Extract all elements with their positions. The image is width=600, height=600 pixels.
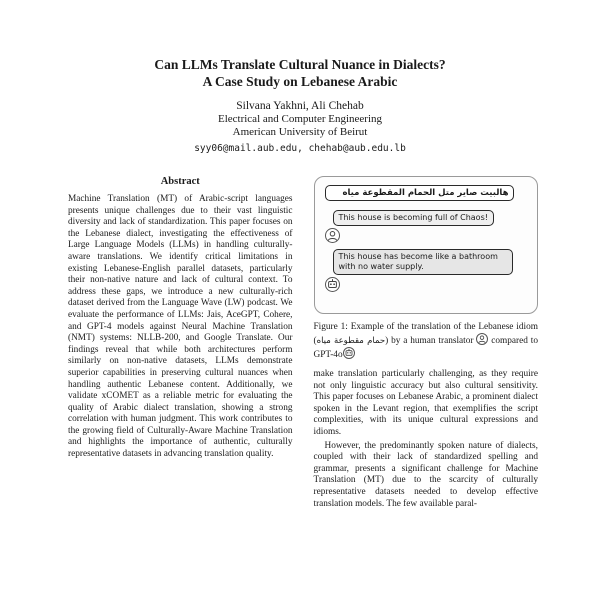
caption-text-3: compared to GPT-4o — [313, 336, 538, 360]
figure-caption — [314, 321, 539, 361]
page-title — [62, 56, 538, 90]
authors: Silvana Yakhni, Ali Chehab — [236, 100, 364, 112]
figure-1 — [314, 176, 539, 361]
caption-text-1: Figure 1: Example of the translation of the Lebanese idiom ( — [313, 322, 538, 346]
human-translator-icon — [325, 228, 340, 243]
gpt4o-robot-icon-small — [343, 347, 355, 359]
abstract-text: Machine Translation (MT) of Arabic-script languages presents unique challenges due to their vast linguistic diversity and lack of standardization. This paper focuses on the Lebanese dialect, investigating the effectiveness of Large Language Models (LLMs) in handling culturally-aware translations. We identify critical limitations in existing Lebanese-English parallel datasets, particularly their non-native nature and lack of cultural context. To address these gaps, we introduce a new culturally-rich dataset derived from the Language Wave (LW) podcast. We evaluate the performance of LLMs: Jais, AceGPT, Cohere, and GPT-4 models against Neural Machine Translation (NMT) systems: NLLB-200, and Google Translate. Our findings reveal that while both architectures perform similarly on non-native datasets, LLMs demonstrate superior capabilities in preserving cultural nuances when handling authentic Lebanese content. Additionally, we validate xCOMET as a reliable metric for evaluating the quality of Arabic dialect translation, showing a strong correlation with human judgment. This work contributes to the growing field of Culturally-Aware Machine Translation and highlights the importance of authentic, culturally representative datasets in advancing translation quality. — [68, 194, 293, 460]
right-column — [314, 176, 539, 546]
title-line-2: A Case Study on Lebanese Arabic — [202, 74, 398, 89]
arabic-source-bubble: هالبيت صاير متل الحمام المقطوعة مياه — [325, 185, 515, 201]
translation-chat-figure — [314, 176, 539, 314]
human-translation-message — [333, 207, 530, 243]
gpt4o-robot-icon — [325, 277, 340, 292]
human-translation-bubble: This house is becoming full of Chaos! — [333, 210, 494, 226]
gpt-translation-message — [333, 249, 530, 292]
left-column — [62, 176, 299, 546]
affiliation-university: American University of Beirut — [232, 126, 368, 138]
paper-header — [62, 56, 538, 155]
two-column-body — [62, 176, 538, 546]
intro-paragraph-1: make translation particularly challenging, as they require not only linguistic accuracy but also cultural sensitivity. This paper focuses on Lebanese Arabic, a prominent dialect spoken in the Levant region, that exemplifies the script complexities, with its unique cultural expressions and idioms. — [313, 369, 538, 437]
gpt-translation-bubble: This house has become like a bathroom with no water supply. — [333, 249, 514, 275]
abstract-heading: Abstract — [160, 176, 200, 187]
affiliation-department: Electrical and Computer Engineering — [217, 113, 383, 125]
caption-text-2: ) by a human translator — [385, 336, 477, 346]
human-translator-icon-small — [476, 333, 488, 345]
intro-paragraph-2: However, the predominantly spoken nature of dialects, coupled with their lack of standardized spelling and grammar, presents a significant challenge for Machine Translation (MT) due to the scarcity of culturally representative datasets needed to develop effective translation models. The few available paral- — [313, 440, 538, 509]
title-line-1: Can LLMs Translate Cultural Nuance in Dialects? — [154, 57, 446, 72]
caption-arabic-idiom: حمام مقطوعة مياه — [316, 336, 386, 346]
author-emails: syy06@mail.aub.edu, chehab@aub.edu.lb — [194, 143, 406, 154]
